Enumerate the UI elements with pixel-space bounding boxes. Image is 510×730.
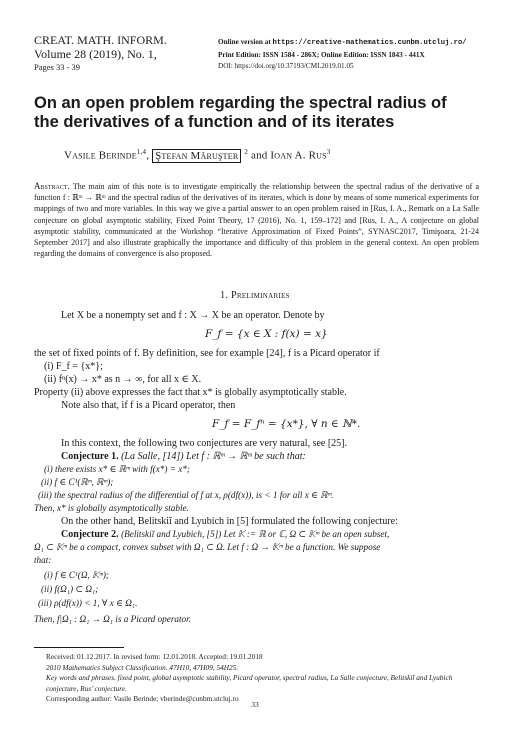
author-3-affil: 3 xyxy=(326,148,331,156)
author-1-affil: 1,4 xyxy=(136,148,147,156)
online-url-link[interactable]: https://creative-mathematics.cunbm.utcluj.ro/ xyxy=(272,39,467,47)
issn-line: Print Edition: ISSN 1584 - 286X; Online Edition: ISSN 1843 - 441X xyxy=(218,50,425,59)
publication-info xyxy=(218,37,467,73)
conjecture-2-item-iii: (iii) ρ(df(x)) < 1, ∀ x ∈ Ω₁. xyxy=(38,598,138,608)
section-heading: 1. Preliminaries xyxy=(220,290,290,301)
conjecture-2 xyxy=(61,529,389,540)
author-list: Vasile Berinde$^{1,4}$, Ştefan Măruşter $^2$ and Ioan A. Rus$^3$ xyxy=(64,148,331,162)
online-version: Online version at https://creative-mathematics.cunbm.utcluj.ro/ xyxy=(218,38,467,47)
msc-classification: 2010 Mathematics Subject Classification. 47H10, 47H09, 54H25. xyxy=(46,662,239,672)
conjecture-2-statement-cont2: that: xyxy=(34,555,52,565)
conjecture-2-conclusion: Then, f|Ω₁ : Ω₁ → Ω₁ is a Picard operator. xyxy=(34,614,192,624)
author-3: Ioan A. Rus xyxy=(270,149,327,162)
journal-name: CREAT. MATH. INFORM. xyxy=(34,33,167,47)
author-2-affil: 2 xyxy=(244,148,249,156)
body-paragraph-3: Property (ii) above expresses the fact that x* is globally asymptotically stable. xyxy=(34,387,347,398)
conjecture-1-item-iii: (iii) the spectral radius of the differential of f at x, ρ(df(x)), is < 1 for all x ∈ ℝᵐ. xyxy=(38,490,334,500)
corresponding-author: Corresponding author: Vasile Berinde; vberinde@cunbm.utcluj.ro xyxy=(46,694,239,703)
keywords: Key words and phrases. fixed point, global asymptotic stability, Picard operator, spectral radius, La Salle conjecture, Belitskiĭ and Lyubich conjecture, Rus’ conjecture. xyxy=(46,673,453,693)
abstract xyxy=(34,181,479,259)
abstract-label: Abstract. xyxy=(34,181,70,191)
equation-picard: F_f = F_fⁿ = {x*}, ∀ n ∈ ℕ*. xyxy=(212,418,361,430)
doi-link[interactable]: DOI: https://doi.org/10.37193/CMI.2019.01.05 xyxy=(218,62,354,70)
journal-volume: Volume 28 (2019), No. 1, xyxy=(34,46,157,61)
conjecture-1-label: Conjecture 1. xyxy=(61,451,119,462)
body-paragraph-6: On the other hand, Belitskiĭ and Lyubich in [5] formulated the following conjecture: xyxy=(61,516,398,527)
authors-and: and xyxy=(250,149,268,162)
conjecture-1-statement: (La Salle, [14]) Let f : ℝᵐ → ℝᵐ be such that: xyxy=(121,451,306,462)
abstract-text: The main aim of this note is to investigate empirically the relationship between the spectral radius of the derivative of a function f : ℝᵐ → ℝᵐ and the spectral radius of the derivatives of its iterates, which is done by means of some numerical experiments for mappings of two and more variables. In this way we give a partial answer to an open problem raised in [Rus, I. A., Remark on a La Salle conjecture on global asymptotic stability, Fixed Point Theory, 17 (2016), No. 1, 159–172] and [Rus, I. A., A conjecture on global asymptotic stability, communicated at the Workshop “Iterative Approximation of Fixed Points”, SYNASC2017, Timişoara, 21-24 September 2017] and also illustrate graphically the importance and difficulty of this problem in the general context. An open problem regarding the domains of convergence is also proposed. xyxy=(34,182,479,259)
conjecture-2-statement-cont: Ω₁ ⊂ 𝕂ᵐ be a compact, convex subset with Ω₁ ⊂ Ω. Let f : Ω → 𝕂ᵐ be a function. We suppose xyxy=(34,542,381,552)
equation-fixed-points: F_f = {x ∈ X : f(x) = x} xyxy=(205,328,328,340)
journal-header xyxy=(34,34,167,75)
footnote-rule xyxy=(34,647,124,648)
conjecture-2-item-i: (i) f ∈ C¹(Ω, 𝕂ᵐ); xyxy=(44,570,109,580)
author-1: Vasile Berinde xyxy=(64,149,137,162)
conjecture-2-label: Conjecture 2. xyxy=(61,529,119,540)
conjecture-1-item-ii: (ii) f ∈ C¹(ℝᵐ, ℝᵐ); xyxy=(41,477,114,487)
conjecture-1-conclusion: Then, x* is globally asymptotically stable. xyxy=(34,503,189,513)
conjecture-1 xyxy=(61,451,306,462)
paper-title: On an open problem regarding the spectral radius of the derivatives of a function and of its iterates xyxy=(34,94,447,131)
author-2: Ştefan Măruşter xyxy=(152,149,241,163)
received-dates: Received: 01.12.2017. In revised form: 12.01.2018. Accepted: 19.01.2018 xyxy=(46,652,263,661)
footnotes xyxy=(46,652,486,705)
condition-i: (i) F_f = {x*}; xyxy=(44,361,103,372)
body-paragraph-1: Let X be a nonempty set and f : X → X be an operator. Denote by xyxy=(61,310,325,321)
conjecture-2-statement: (Belitskiĭ and Lyubich, [5]) Let 𝕂 := ℝ or ℂ, Ω ⊂ 𝕂ᵐ be an open subset, xyxy=(121,529,390,539)
page-number: 33 xyxy=(251,700,259,709)
conjecture-2-item-ii: (ii) f(Ω₁) ⊂ Ω₁; xyxy=(41,584,99,594)
condition-ii: (ii) fⁿ(x) → x* as n → ∞, for all x ∈ X. xyxy=(44,374,202,385)
conjecture-1-item-i: (i) there exists x* ∈ ℝᵐ with f(x*) = x*; xyxy=(44,464,190,474)
body-paragraph-2: the set of fixed points of f. By definition, see for example [24], f is a Picard operator if xyxy=(34,348,380,359)
body-paragraph-5: In this context, the following two conjectures are very natural, see [25]. xyxy=(61,438,348,449)
journal-pages: Pages 33 - 39 xyxy=(34,62,81,72)
body-paragraph-4: Note also that, if f is a Picard operator, then xyxy=(61,400,236,411)
